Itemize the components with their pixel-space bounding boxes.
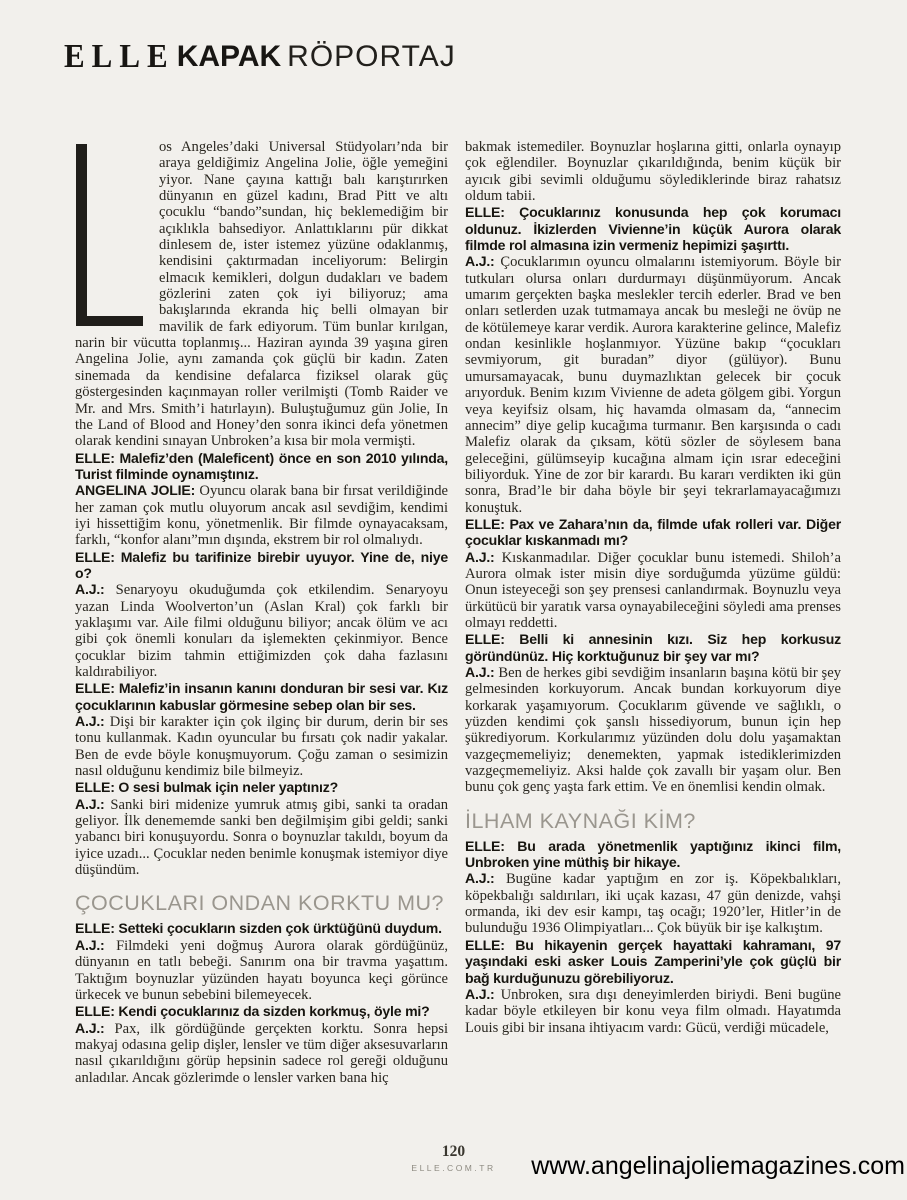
answer-paragraph xyxy=(75,937,448,1003)
answer-text: Filmdeki yeni doğmuş Aurora olarak gördüğünüz, dünyanın en tatlı bebeği. Sanırım ona bir travma yaşattım. Taktığım boynuzlar yüzünden hayatı boyunca keçi görünce ürkecek ve bunun sebebini bilemeyecek. xyxy=(75,937,448,1003)
answer-text: Kıskanmadılar. Diğer çocuklar bunu istemedi. Shiloh’a Aurora olmak ister misin diye sorduğumda yüzüme güldü: Onun isteyeceği son şey prensesi canlandırmak. Boynuzlu veya ürkütücü bir yaratık varsa oynayabileceğini söyledi ama prenses olmayı reddetti. xyxy=(465,549,842,631)
answer-paragraph xyxy=(75,581,448,680)
speaker-label: A.J.: xyxy=(75,795,105,812)
answer-paragraph xyxy=(75,796,448,879)
question-paragraph: ELLE: Setteki çocukların sizden çok ürktüğünü duydum. xyxy=(75,920,442,937)
speaker-label: A.J.: xyxy=(465,870,495,887)
drop-cap-L xyxy=(76,144,143,326)
question-paragraph: ELLE: Pax ve Zahara’nın da, filmde ufak rolleri var. Diğer çocuklar kıskanmadı mı? xyxy=(465,515,841,549)
right-column xyxy=(465,139,841,1036)
answer-text: Çocuklarımın oyuncu olmalarını istemiyorum. Böyle bir tutkuları olursa onları durdurmayı düşünmüyorum. Ancak umarım gerçekten başka meslekler tercih ederler. Brad ve ben onları setlerden uzak tutmamaya ancak bu mesleği ne övüp ne de kötülemeye karar verdik. Aurora karakterine gelince, Malefiz ondan kesinlikle hoşlanmıyor. Yüzüne bakıp “çocukları sevmiyorum, git buradan” diyor (gülüyor). Bunu umursamayacak, bunu duymazlıktan gelecek bir çocuk arıyorduk. Benim kızım Vivienne de adeta gölgem gibi. Yorgun veya keyifsiz olsam, hiç havamda olmasam da, “annecim annecim” diye gelip kucağıma turmanır. Ben karşısında o cadı Malefiz olarak da çıksam, kötü sözler de söylesem bana geleceğini, gülümseyip kucağına almam için ısrar edeceğini biliyorduk. Yine de zor bir karardı. Bu kararı verdikten iki gün sonra, Brad’le bir daha böyle bir şeyi tekrarlamayacağımızı konuştuk. xyxy=(465,254,841,516)
answer-text: Ben de herkes gibi sevdiğim insanların başına kötü bir şey gelmesinden korkuyorum. Ancak bundan korkuyorum diye korkarak yaşamıyorum. Çocuklarım güvende ve sağlıklı, o yüzden kendimi çok şanslı hissediyorum, bunun için hep şükrediyorum. Korkularımız yüzünden dolu dolu yaşamaktan vazgeçmemeliyiz; denemekten, yapmak istediklerimizden vazgeçmemeliyiz. Aksi halde çok zavallı bir yaşam olur. Ben bunu çok genç yaşta fark ettim. Ve en önemlisi kendin olmak. xyxy=(465,665,841,796)
left-column xyxy=(75,139,448,1086)
speaker-label: A.J.: xyxy=(465,253,495,270)
continued-answer-paragraph: bakmak istemediler. Boynuzlar hoşlarına gitti, onlarla oynayıp çok eğlendiler. Boynuzlar çıkarıldığında, benim küçük bir ayıcık gibi sevimli olduğumu söylediklerinde biraz rahatsız oldum tabii. xyxy=(465,139,841,205)
answer-paragraph xyxy=(465,253,841,516)
answer-paragraph xyxy=(75,482,448,548)
answer-text: Senaryoyu okuduğumda çok etkilendim. Senaryoyu yazan Linda Woolverton’un (Aslan Kral) çok farklı bir yaklaşımı var. Aile filmi olduğunu biliyor; ancak ölüm ve acı gibi çok önemli konuları da işlemekten çekinmiyor. Bence çocuklar bizim tahmin ettiğimizden çok daha fazlasını kaldırabiliyor. xyxy=(75,582,448,680)
speaker-label: A.J.: xyxy=(465,985,495,1002)
masthead xyxy=(64,38,456,74)
question-paragraph: ELLE: Malefiz bu tarifinize birebir uyuyor. Yine de, niye o? xyxy=(75,548,448,581)
speaker-label: A.J.: xyxy=(465,664,495,680)
site-url: ELLE.COM.TR xyxy=(411,1163,496,1173)
elle-logo: ELLE xyxy=(64,36,175,75)
speaker-label: ANGELINA JOLIE: xyxy=(75,482,196,499)
speaker-label: A.J.: xyxy=(75,1019,105,1036)
intro-paragraph xyxy=(75,139,448,450)
answer-text: Unbroken, sıra dışı deneyimlerden biriydi. Beni bugüne kadar böyle etkileyen bir konu veya film olmadı. Hayatımda Louis gibi bir insana ihtiyacım vardı: Gücü, verdiği mücadele, xyxy=(465,986,842,1036)
speaker-label: A.J.: xyxy=(75,936,105,953)
speaker-label: A.J.: xyxy=(75,713,105,730)
answer-text: Dişi bir karakter için çok ilginç bir durum, derin bir ses tonu kullanmak. Kadın oyuncular bu fırsatı çok nadir yakalar. Ben de evde böyle konuşmuyorum. Çoğu zaman o sesimizin nasıl olduğunu kendimiz bile bilmeyiz. xyxy=(75,714,448,780)
answer-paragraph xyxy=(75,1020,448,1086)
answer-paragraph xyxy=(465,664,841,796)
answer-text: Sanki biri midenize yumruk atmış gibi, sanki ta oradan geliyor. İlk denememde sanki ben değilmişim gibi geldi; sanki yabancı biri konuşuyordu. Sonra o boynuzlar takıldı, boyum da iyice uzadı... Çocuklar neden benimle konuşmak istemiyor diye düşündüm. xyxy=(75,796,449,879)
question-paragraph: ELLE: Malefiz’in insanın kanını donduran bir sesi var. Kız çocuklarının kabuslar görmesine sebep olan bir ses. xyxy=(75,680,448,713)
speaker-label: A.J.: xyxy=(465,548,495,565)
question-paragraph: ELLE: Bu arada yönetmenlik yaptığınız ikinci film, Unbroken yine müthiş bir hikaye. xyxy=(465,837,841,871)
answer-text: Oyuncu olarak bana bir fırsat verildiğinde her zaman çok mutlu oluyorum ancak asıl sevdiğim, kendimi iyi hissettiğim konu, yönetmenlik. Bir filmde oynayacaksam, farklı, “konfor alanı”mın dışında, ekstrem bir rol olmalıydı. xyxy=(75,483,448,549)
question-paragraph: ELLE: O sesi bulmak için neler yaptınız? xyxy=(75,779,338,796)
watermark-url: www.angelinajoliemagazines.com xyxy=(531,1152,905,1180)
answer-paragraph xyxy=(75,713,448,779)
page-number: 120 xyxy=(441,1143,466,1160)
section-heading-inspiration: İLHAM KAYNAĞI KİM? xyxy=(465,808,696,833)
answer-paragraph xyxy=(465,986,841,1036)
speaker-label: A.J.: xyxy=(75,581,105,598)
question-paragraph: ELLE: Çocuklarınız konusunda hep çok korumacı oldunuz. İkizlerden Vivienne’in küçük Aurora olarak filmde rol almasına izin vermeniz hepimizi şaşırttı. xyxy=(465,204,841,254)
section-title: KAPAK xyxy=(176,40,282,73)
section-heading-children: ÇOCUKLARI ONDAN KORKTU MU? xyxy=(75,891,444,916)
question-paragraph: ELLE: Kendi çocuklarınız da sizden korkmuş, öyle mi? xyxy=(75,1003,430,1020)
answer-paragraph xyxy=(465,549,841,632)
answer-text: Pax, ilk gördüğünde gerçekten korktu. Sonra hepsi makyaj odasına gelip dişler, lensler ve tüm diğer aksesuvarların nasıl çıkarıldığını görüp hepsinin sadece rol gereği olduğunu anladılar. Ancak gözlerimde o lensler varken bana hiç xyxy=(75,1020,448,1086)
question-paragraph: ELLE: Belli ki annesinin kızı. Siz hep korkusuz göründünüz. Hiç korktuğunuz bir şey var mı? xyxy=(465,631,841,664)
intro-text: os Angeles’daki Universal Stüdyoları’nda bir araya geldiğimiz Angelina Jolie, öğle yemeğini yiyor. Nane çayına kattığı balı karıştırırken dünyanın en güzel kadını, Brad Pitt ve altı çocuklu “bando”sundan, hiç beklemediğim bir açıklıkla bahsediyor. Anlattıklarını pür dikkat dinlesem de, ister istemez yüzüne odaklanmış, kendisini çaktırmadan inceliyorum: Belirgin elmacık kemikleri, dolgun dudakları ve badem gözlerini zaten çok iyi biliyoruz; ama bakışlarında ekranda hiç belli olmayan bir mavilik de fark ediyorum. Tüm bunlar kırılgan, narin bir vücutta toplanmış... Haziran ayında 39 yaşına giren Angelina Jolie, aynı zamanda çok güçlü bir kadın. Zaten sinemada da kendisine defalarca fiziksel olarak güç göstergesinden kaçınmayan roller verilmişti (Tomb Raider ve Mr. and Mrs. Smith’i hatırlayın). Buluştuğumuz gün Jolie, In the Land of Blood and Honey’den sonra ikinci defa yönetmen olarak kendini sınayan Unbroken’a kısa bir mola vermişti. xyxy=(75,139,448,450)
question-paragraph: ELLE: Bu hikayenin gerçek hayattaki kahramanı, 97 yaşındaki eski asker Louis Zamperini’yle çok güçlü bir bağ kurduğunuzu görebiliyoruz. xyxy=(465,936,841,986)
answer-paragraph xyxy=(465,870,841,936)
subsection-title: RÖPORTAJ xyxy=(287,40,456,73)
question-paragraph: ELLE: Malefiz’den (Maleficent) önce en son 2010 yılında, Turist filminde oynamıştınız. xyxy=(75,449,448,482)
answer-text: Bugüne kadar yaptığım en zor iş. Köpekbalıkları, köpekbalığı saldırıları, iki uçak kazası, 47 gün denizde, vahşi ormanda, iki dev esir kampı, taş ocağı; 1920’ler, Hitler’in de bulunduğu 1936 Olimpiyatları... Çok büyük bir işe kalkıştım. xyxy=(465,871,841,937)
